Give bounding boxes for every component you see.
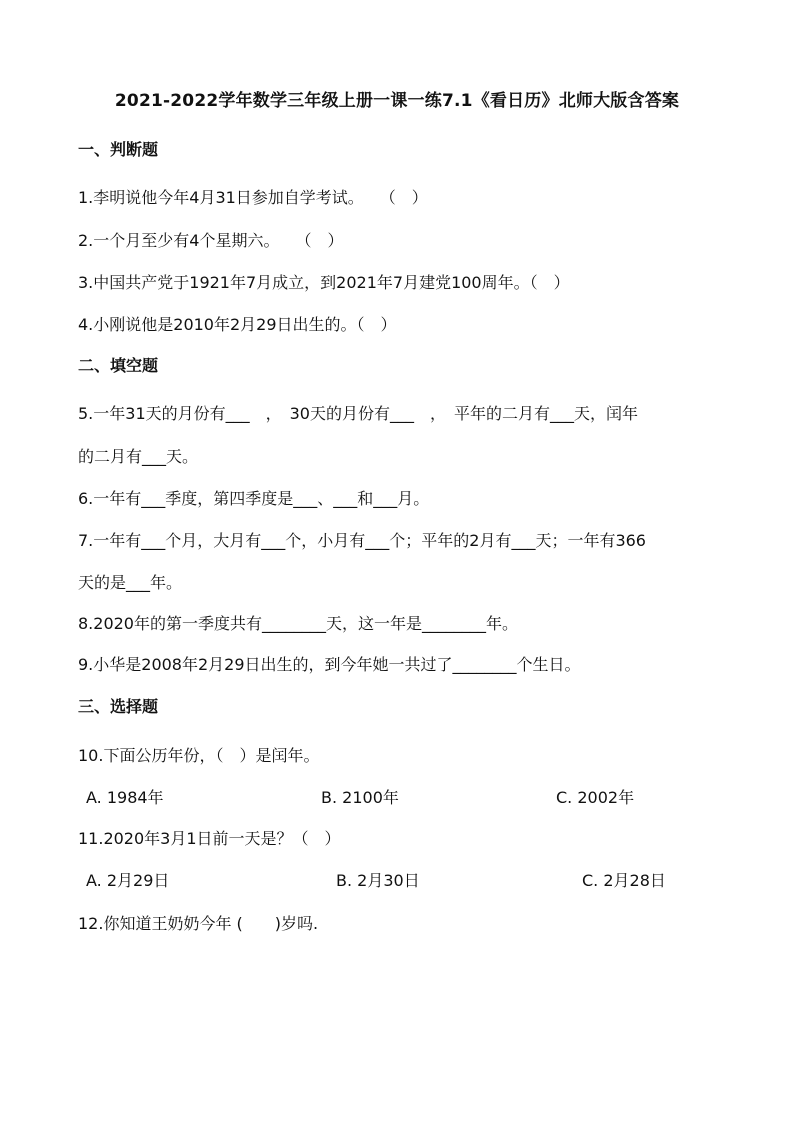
document-title: 2021-2022学年数学三年级上册一课一练7.1《看日历》北师大版含答案 xyxy=(114,91,680,111)
question-11-option-a: A. 2月29日 xyxy=(86,871,170,890)
question-4: 4.小刚说他是2010年2月29日出生的。（ ） xyxy=(78,315,397,334)
question-5-line-2: 的二月有___天。 xyxy=(78,447,199,466)
question-12: 12.你知道王奶奶今年 ( )岁吗. xyxy=(78,914,319,933)
section-heading-fill: 二、填空题 xyxy=(78,356,159,375)
question-5-line-1: 5.一年31天的月份有___ ， 30天的月份有___ ， 平年的二月有___天，闰年 xyxy=(78,404,638,423)
question-9: 9.小华是2008年2月29日出生的，到今年她一共过了________个生日。 xyxy=(78,655,581,674)
question-10-option-a: A. 1984年 xyxy=(86,788,164,807)
section-heading-choice: 三、选择题 xyxy=(78,697,159,716)
question-11-option-c: C. 2月28日 xyxy=(582,871,666,890)
question-11-option-b: B. 2月30日 xyxy=(336,871,420,890)
question-2: 2.一个月至少有4个星期六。 （ ） xyxy=(78,231,344,250)
section-heading-judge: 一、判断题 xyxy=(78,140,159,159)
question-10-option-c: C. 2002年 xyxy=(556,788,635,807)
question-7-line-1: 7.一年有___个月，大月有___个，小月有___个；平年的2月有___天；一年有366 xyxy=(78,531,646,550)
question-10: 10.下面公历年份，（ ）是闰年。 xyxy=(78,746,320,765)
question-7-line-2: 天的是___年。 xyxy=(78,573,183,592)
question-11: 11.2020年3月1日前一天是？（ ） xyxy=(78,829,341,848)
question-10-option-b: B. 2100年 xyxy=(321,788,399,807)
question-1: 1.李明说他今年4月31日参加自学考试。 （ ） xyxy=(78,188,428,207)
question-6: 6.一年有___季度，第四季度是___、___和___月。 xyxy=(78,489,430,508)
question-8: 8.2020年的第一季度共有________天，这一年是________年。 xyxy=(78,614,518,633)
question-3: 3.中国共产党于1921年7月成立，到2021年7月建党100周年。（ ） xyxy=(78,273,570,292)
